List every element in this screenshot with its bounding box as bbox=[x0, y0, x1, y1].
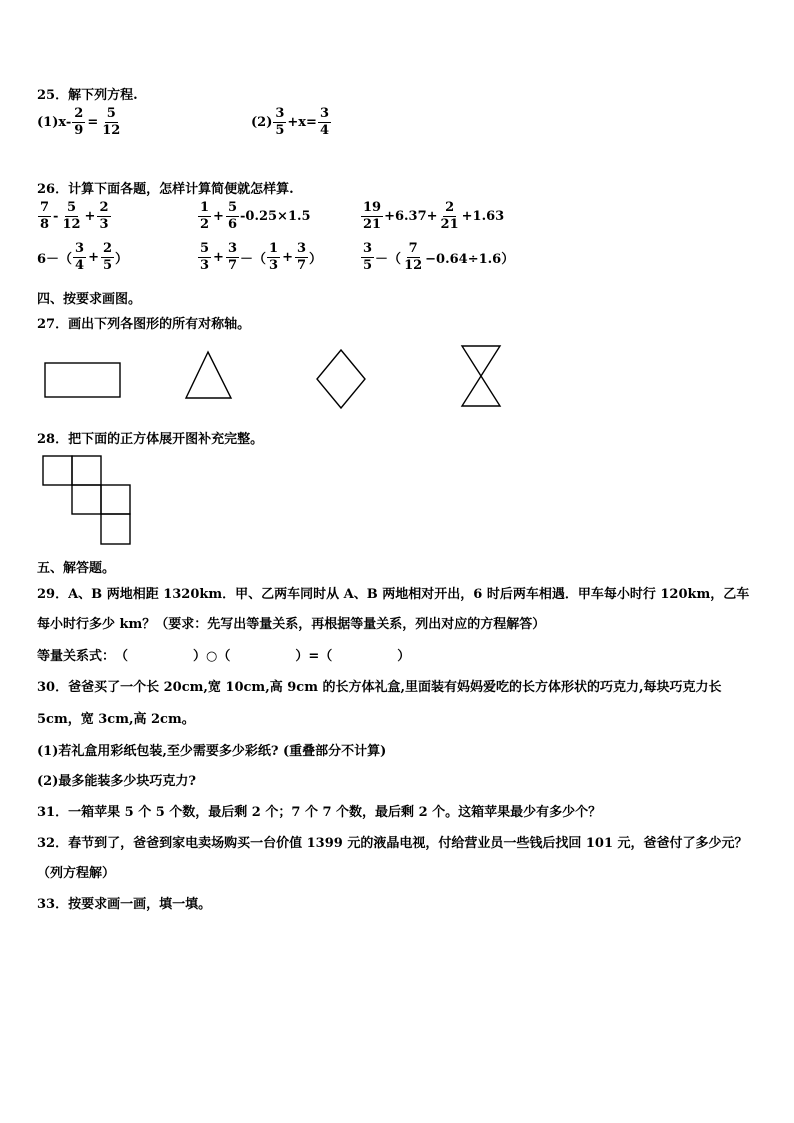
q26-expression-3 bbox=[360, 201, 504, 233]
fraction-part: 3 bbox=[99, 217, 109, 233]
fraction bbox=[273, 107, 286, 139]
section-4-heading: 四、按要求画图。 bbox=[37, 292, 142, 307]
fraction-part: 2 bbox=[97, 201, 110, 217]
fraction bbox=[198, 201, 211, 233]
numerator: 2 bbox=[72, 107, 85, 123]
q25-equation-2 bbox=[251, 107, 332, 139]
fraction-part: 21 bbox=[440, 217, 459, 233]
fraction-part: 3 bbox=[269, 258, 279, 274]
fraction-part: 5 bbox=[363, 258, 373, 274]
expression-part: + bbox=[88, 250, 99, 266]
q26-expression-6 bbox=[360, 242, 514, 274]
numerator: 5 bbox=[105, 107, 118, 123]
fraction-part: 1 bbox=[198, 201, 211, 217]
expression-part: - bbox=[53, 209, 59, 225]
expression-part: －（ bbox=[375, 252, 402, 268]
denominator: 4 bbox=[319, 123, 329, 139]
fraction-part: 3 bbox=[295, 242, 308, 258]
fraction-part: 8 bbox=[40, 217, 50, 233]
fraction bbox=[295, 242, 308, 274]
fraction bbox=[97, 201, 110, 233]
fraction bbox=[73, 242, 86, 274]
q30-line-4: (2)最多能装多少块巧克力? bbox=[37, 774, 196, 789]
expression-part: -0.25×1.5 bbox=[240, 209, 311, 225]
hourglass-figure bbox=[460, 344, 502, 408]
fraction-part: 6 bbox=[227, 217, 237, 233]
fraction-part: 1 bbox=[267, 242, 280, 258]
fraction-part: 2 bbox=[101, 242, 114, 258]
fraction-part: 7 bbox=[407, 242, 420, 258]
q29-line-2: 每小时行多少 km？（要求：先写出等量关系，再根据等量关系，列出对应的方程解答） bbox=[37, 617, 546, 632]
fraction-part: 5 bbox=[65, 201, 78, 217]
expression-part: +1.63 bbox=[461, 209, 505, 225]
fraction-part: 5 bbox=[226, 201, 239, 217]
fraction bbox=[101, 242, 114, 274]
expression-part: +6.37+ bbox=[384, 209, 438, 225]
fraction bbox=[226, 242, 239, 274]
expression-part: + bbox=[84, 209, 96, 225]
q29-line-1: 29．A、B 两地相距 1320km．甲、乙两车同时从 A、B 两地相对开出，6 时后两车相遇．甲车每小时行 120km，乙车 bbox=[37, 587, 750, 602]
expression-part: －（ bbox=[240, 252, 267, 268]
q26-expression-4 bbox=[37, 242, 128, 274]
denominator: 12 bbox=[102, 123, 121, 139]
expression-part: + bbox=[282, 250, 293, 266]
q25-title: 25．解下列方程. bbox=[37, 88, 138, 103]
fraction-part: 2 bbox=[443, 201, 456, 217]
rhombus-figure bbox=[315, 348, 367, 410]
q26-expression-1 bbox=[37, 201, 112, 233]
q26-expression-5 bbox=[197, 242, 322, 274]
fraction bbox=[439, 201, 461, 233]
q25-equation-1 bbox=[37, 107, 123, 139]
q30-line-2: 5cm，宽 3cm,高 2cm。 bbox=[37, 712, 195, 727]
equals-sign: = bbox=[87, 115, 99, 131]
expression-part: ） bbox=[309, 252, 323, 268]
denominator: 9 bbox=[74, 123, 84, 139]
q31-text: 31．一箱苹果 5 个 5 个数，最后剩 2 个；7 个 7 个数，最后剩 2 个。这箱苹果最少有多少个？ bbox=[37, 805, 602, 820]
q27-text: 27．画出下列各图形的所有对称轴。 bbox=[37, 317, 251, 332]
q30-line-3: (1)若礼盒用彩纸包装,至少需要多少彩纸? (重叠部分不计算) bbox=[37, 744, 387, 759]
fraction bbox=[60, 201, 82, 233]
expression-part: + bbox=[213, 209, 224, 225]
fraction bbox=[72, 107, 85, 139]
fraction-part: 7 bbox=[227, 258, 237, 274]
fraction bbox=[361, 242, 374, 274]
expression-part: −0.64÷1.6） bbox=[425, 252, 515, 268]
q28-text: 28．把下面的正方体展开图补充完整。 bbox=[37, 432, 264, 447]
fraction bbox=[100, 107, 122, 139]
fraction bbox=[361, 201, 383, 233]
section-5-heading: 五、解答题。 bbox=[37, 561, 116, 576]
q33-text: 33．按要求画一画，填一填。 bbox=[37, 897, 212, 912]
fraction-part: 7 bbox=[296, 258, 307, 274]
fraction-part: 2 bbox=[200, 217, 210, 233]
fraction-part: 3 bbox=[361, 242, 374, 258]
q32-line-1: 32．春节到了，爸爸到家电卖场购买一台价值 1399 元的液晶电视，付给营业员一些钱后找回 101 元，爸爸付了多少元？ bbox=[37, 836, 748, 851]
q26-expression-2 bbox=[197, 201, 311, 233]
fraction-part: 12 bbox=[62, 217, 81, 233]
q32-line-2: （列方程解） bbox=[37, 866, 116, 881]
fraction-part: 7 bbox=[38, 201, 51, 217]
eq2-middle: +x= bbox=[287, 115, 317, 131]
fraction-part: 4 bbox=[75, 258, 85, 274]
fraction-part: 19 bbox=[361, 201, 383, 217]
eq2-label: (2) bbox=[251, 115, 273, 131]
fraction-part: 21 bbox=[363, 217, 382, 233]
expression-part: + bbox=[213, 250, 224, 266]
expression-part: 6－（ bbox=[37, 252, 73, 268]
fraction-part: 3 bbox=[226, 242, 239, 258]
q29-relation-blanks: 等量关系式： （ ）○（ ）=（ ） bbox=[37, 649, 411, 664]
fraction-part: 3 bbox=[73, 242, 86, 258]
fraction-part: 5 bbox=[103, 258, 113, 274]
fraction bbox=[267, 242, 280, 274]
fraction bbox=[318, 107, 331, 139]
q30-line-1: 30．爸爸买了一个长 20cm,宽 10cm,高 9cm 的长方体礼盒,里面装有妈妈爱吃的长方体形状的巧克力,每块巧克力长 bbox=[37, 680, 722, 695]
rectangle-figure bbox=[44, 362, 122, 398]
expression-part: ） bbox=[115, 252, 129, 268]
fraction-part: 5 bbox=[198, 242, 211, 258]
denominator: 5 bbox=[275, 123, 285, 139]
fraction-part: 3 bbox=[200, 258, 210, 274]
eq1-label: (1)x- bbox=[37, 115, 72, 131]
fraction-part: 12 bbox=[404, 258, 423, 274]
triangle-figure bbox=[184, 350, 234, 400]
fraction bbox=[402, 242, 424, 274]
numerator: 3 bbox=[273, 107, 286, 123]
fraction bbox=[226, 201, 239, 233]
cube-net-figure bbox=[42, 455, 134, 550]
numerator: 3 bbox=[318, 107, 331, 123]
fraction bbox=[38, 201, 51, 233]
q26-title: 26．计算下面各题，怎样计算简便就怎样算. bbox=[37, 182, 294, 197]
fraction bbox=[198, 242, 211, 274]
